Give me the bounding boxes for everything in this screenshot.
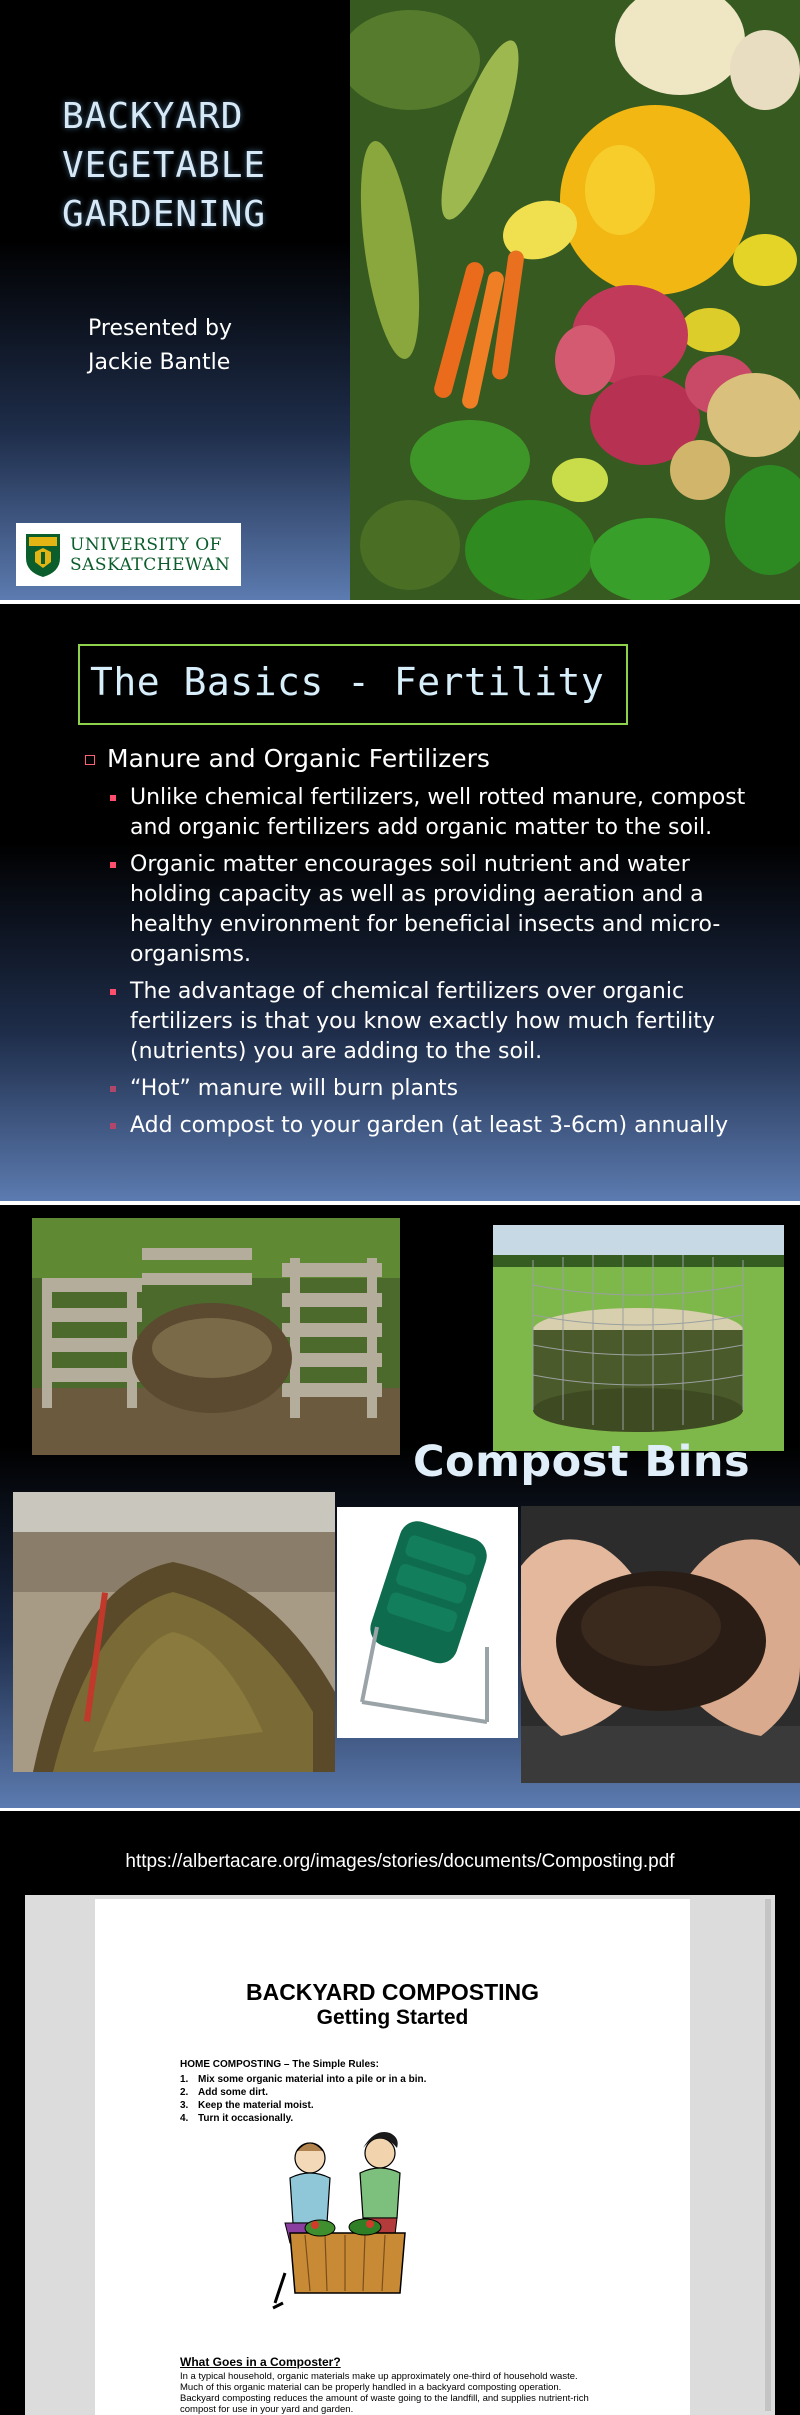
logo-line1: UNIVERSITY OF — [70, 534, 222, 555]
pdf-viewer[interactable] — [25, 1895, 775, 2415]
rule-item: 2. Add some dirt. — [180, 2087, 269, 2098]
slide-fertility — [0, 604, 800, 1201]
open-pile-photo — [13, 1492, 335, 1772]
viewer-scrollbar[interactable] — [765, 1899, 771, 2411]
rules-heading: HOME COMPOSTING – The Simple Rules: — [180, 2059, 379, 2070]
slide-compost-bins — [0, 1205, 800, 1808]
main-bullet: Manure and Organic Fertilizers — [85, 742, 765, 776]
rule-item: 4. Turn it occasionally. — [180, 2113, 294, 2124]
section-heading: What Goes in a Composter? — [180, 2355, 341, 2369]
hands-compost-photo — [521, 1506, 800, 1783]
composting-cartoon-illustration — [255, 2123, 435, 2313]
sub-bullet: The advantage of chemical fertilizers over organic fertilizers is that you know exactly how much fertility (nutrients) you are adding to the soil. — [110, 977, 765, 1067]
title-box — [78, 644, 628, 725]
slide-title: The Basics - Fertility — [90, 660, 605, 704]
pdf-page — [95, 1899, 690, 2415]
pallet-bin-photo — [32, 1218, 400, 1455]
slide-title: Compost Bins — [413, 1437, 751, 1487]
presenter-name: Jackie Bantle — [88, 350, 231, 375]
presentation-title: BACKYARD VEGETABLE GARDENING — [62, 96, 267, 235]
sub-bullet: “Hot” manure will burn plants — [110, 1074, 765, 1104]
slide-title — [0, 0, 800, 600]
rule-item: 3. Keep the material moist. — [180, 2100, 314, 2111]
document-url[interactable]: https://albertacare.org/images/stories/documents/Composting.pdf — [125, 1851, 675, 1872]
document-subtitle: Getting Started — [316, 2006, 469, 2029]
title-background — [0, 0, 350, 600]
tumbler-bin-photo — [337, 1507, 518, 1738]
university-crest-icon — [24, 532, 62, 578]
sub-bullet: Unlike chemical fertilizers, well rotted manure, compost and organic fertilizers add organic matter to the soil. — [110, 783, 765, 843]
logo-text — [70, 535, 230, 575]
sub-bullet: Organic matter encourages soil nutrient and water holding capacity as well as providing aeration and a healthy environment for beneficial insects and micro-organisms. — [110, 850, 765, 970]
slide-composting-pdf — [0, 1811, 800, 2415]
document-title: BACKYARD COMPOSTING — [245, 1979, 540, 2005]
harvest-vegetables-photo — [350, 0, 800, 600]
presenter-info — [88, 312, 288, 380]
wire-bin-photo — [493, 1225, 784, 1451]
rules-list — [180, 2073, 426, 2125]
bullet-list — [85, 742, 765, 1141]
rule-item: 1. Mix some organic material into a pile or in a bin. — [180, 2074, 427, 2085]
presenter-label: Presented by — [88, 316, 233, 341]
sub-bullet: Add compost to your garden (at least 3-6cm) annually — [110, 1111, 765, 1141]
logo-line2: SASKATCHEWAN — [70, 554, 231, 575]
section-body: In a typical household, organic materials make up approximately one-third of household waste. Much of this organic material can be properly handled in a backyard composting operation. Backyard composting reduces the amount of waste going to the landfill, and supplies nutrient-rich compost for use in your yard and garden. — [180, 2371, 589, 2415]
university-logo — [16, 523, 241, 586]
